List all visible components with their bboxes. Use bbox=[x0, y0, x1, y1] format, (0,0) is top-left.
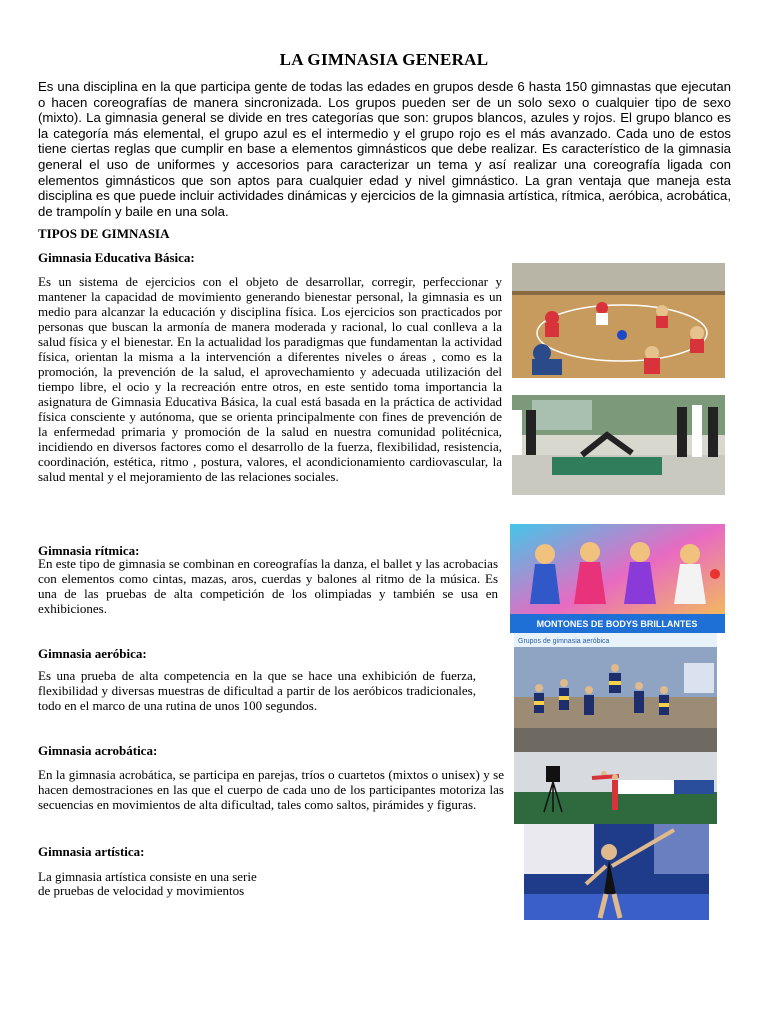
aerobica-photo bbox=[514, 633, 717, 752]
acrobatica-heading: Gimnasia acrobática: bbox=[38, 743, 158, 758]
artistica-photo bbox=[524, 824, 709, 920]
educativa-photo-1 bbox=[512, 263, 725, 378]
ritmica-heading: Gimnasia rítmica: bbox=[38, 543, 140, 558]
aerobica-text: Es una prueba de alta competencia en la que se hace una exhibición de fuerza, flexibilidad y diversas muestras de dificultad a partir de los aeróbicos tradicionales, todo en el marco de una rutina de unos 100 segundos. bbox=[38, 668, 476, 713]
educativa-text: Es un sistema de ejercicios con el objeto de desarrollar, corregir, perfeccionar y mantener la capacidad de movimiento generando bienestar personal, la gimnasia es un medio para alcanzar la educación y disciplina física. Los ejercicios son practicados por personas que buscan la armonía de manera moderada y racional, lo cual conlleva a la salud física y el bienestar. En la actualidad los paradigmas que fundamentan la actividad física, orientan la misma a la intervención a diferentes niveles o áreas , como es la promoción, la prevención de la salud, el aprovechamiento y adecuada utilización del tiempo libre, el ocio y la recreación entre otros, en este sentido toma importancia la asignatura de Gimnasia Educativa Básica, la cual está basada en la práctica de actividad física consciente y autónoma, que se orienta principalmente con fines de prevención de la enfermedad primaria y promoción de la salud en nuestra comunidad politécnica, incidiendo en diversos factores como el desarrollo de la fuerza, flexibilidad, resistencia, coordinación, estética, ritmo , postura, valores, el acondicionamiento cardiovascular, la salud mental y el mejoramiento de las relaciones sociales. bbox=[38, 274, 502, 484]
artistica-heading: Gimnasia artística: bbox=[38, 844, 145, 859]
intro-paragraph: Es una disciplina en la que participa gente de todas las edades en grupos desde 6 hasta 150 gimnastas que ejecutan o hacen coreografías de manera sincronizada. Los grupos pueden ser de un solo sexo o cualquier tipo de sexo (mixto). La gimnasia general se divide en tres categorías que son: grupos blancos, azules y rojos. El grupo blanco es la categoría más elemental, el grupo azul es el intermedio y el grupo rojo es el más avanzado. Cada uno de estos tiene ciertas reglas que cumplir en base a elementos gimnásticos que debe realizar. Es característico de la gimnasia general el uso de uniformes y accesorios para caracterizar un tema y así realizar una coreografía ligada con elementos gimnásticos que son aptos para cualquier edad y nivel gimnástico. La gran ventaja que maneja esta disciplina es que puede incluir actividades dinámicas y ejercicios de la gimnasia artística, rítmica, aeróbica, acrobática, de trampolín y baile en una sola. bbox=[38, 79, 731, 219]
educativa-photo-2 bbox=[512, 395, 725, 495]
aerobica-heading: Gimnasia aeróbica: bbox=[38, 646, 147, 661]
ritmica-text: En este tipo de gimnasia se combinan en coreografías la danza, el ballet y las acrobacias con elementos como cintas, mazas, aros, cuerdas y balones al ritmo de la música. Es una de las pruebas de alta competición de los olimpiadas y también se usa en exhibiciones. bbox=[38, 556, 498, 616]
ritmica-banner-text: MONTONES DE BODYS BRILLANTES bbox=[536, 619, 698, 629]
artistica-line-2: de pruebas de velocidad y movimientos bbox=[38, 883, 245, 898]
artistica-line-1: La gimnasia artística consiste en una serie bbox=[38, 869, 257, 884]
educativa-heading: Gimnasia Educativa Básica: bbox=[38, 250, 195, 265]
aerobica-caption: Grupos de gimnasia aeróbica bbox=[518, 638, 610, 645]
acrobatica-text: En la gimnasia acrobática, se participa en parejas, tríos o cuartetos (mixtos o unisex) y se hacen demostraciones en las que el cuerpo de cada uno de los participantes motoriza las secuencias en movimientos de alta dificultad, tales como saltos, pirámides y figuras. bbox=[38, 767, 504, 812]
page-title: LA GIMNASIA GENERAL bbox=[279, 50, 489, 69]
types-heading: TIPOS DE GIMNASIA bbox=[38, 226, 170, 241]
acrobatica-photo bbox=[514, 752, 717, 824]
ritmica-image bbox=[510, 524, 725, 633]
